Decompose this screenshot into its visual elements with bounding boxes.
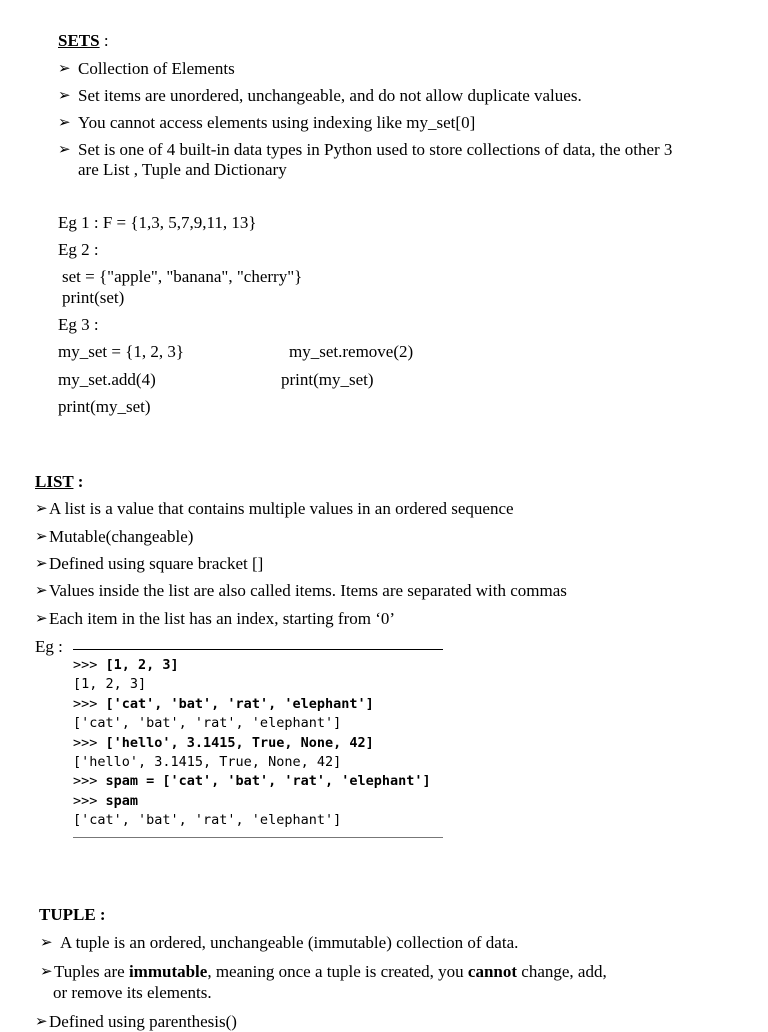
code-input-line [73,695,374,714]
code-input: ['cat', 'bat', 'rat', 'elephant'] [105,695,374,712]
code-input-line [73,772,431,791]
sets-heading-text: SETS [58,31,100,50]
code-input-line [73,792,138,811]
arrow-bullet-icon: ➢ [35,583,48,599]
tuple-bullet-2-continuation: or remove its elements. [53,983,212,1002]
list-bullet-text: Values inside the list are also called items. Items are separated with commas [49,581,567,600]
sets-example-1: Eg 1 : F = {1,3, 5,7,9,11, 13} [58,213,257,232]
sets-bullet-4-continuation: are List , Tuple and Dictionary [78,160,287,179]
code-output-line: ['cat', 'bat', 'rat', 'elephant'] [73,812,342,829]
sets-bullet-text: Collection of Elements [78,59,235,78]
list-heading [35,472,83,492]
arrow-bullet-icon: ➢ [58,88,71,104]
sets-heading [58,31,109,51]
code-top-rule [73,649,443,650]
code-input: spam = ['cat', 'bat', 'rat', 'elephant'] [105,773,431,790]
list-bullet-text: Mutable(changeable) [49,527,194,546]
sets-example-3-left-2: my_set.add(4) [58,370,156,389]
code-bottom-rule [73,837,443,838]
arrow-bullet-icon: ➢ [40,935,53,951]
sets-example-3-right-2: print(my_set) [281,370,374,389]
list-example-label: Eg : [35,637,63,656]
arrow-bullet-icon: ➢ [35,1014,48,1030]
sets-example-2-line-1: set = {"apple", "banana", "cherry"} [62,267,303,286]
sets-example-2-line-2: print(set) [62,288,125,307]
sets-example-3-right-1: my_set.remove(2) [289,342,414,361]
list-bullet-text: Each item in the list has an index, starting from ‘0’ [49,609,396,628]
code-prompt: >>> [73,792,106,809]
sets-bullet-text: You cannot access elements using indexing like my_set[0] [78,113,476,132]
tuple-bullet-text: Defined using parenthesis() [49,1012,237,1031]
tuple-heading: TUPLE : [39,905,106,924]
code-output-line: ['cat', 'bat', 'rat', 'elephant'] [73,715,342,732]
sets-heading-colon: : [99,31,109,50]
arrow-bullet-icon: ➢ [58,115,71,131]
sets-example-3-left-3: print(my_set) [58,397,151,416]
arrow-bullet-icon: ➢ [35,611,48,627]
code-input: [1, 2, 3] [105,657,179,673]
code-input-line [73,656,179,675]
arrow-bullet-icon: ➢ [35,556,48,572]
code-prompt: >>> [73,734,106,751]
tuple-bullet-text: A tuple is an ordered, unchangeable (immutable) collection of data. [60,933,519,952]
arrow-bullet-icon: ➢ [35,501,48,517]
code-prompt: >>> [73,773,106,790]
code-prompt: >>> [73,657,106,673]
code-input: spam [105,792,139,809]
sets-bullet-text: Set items are unordered, unchangeable, and do not allow duplicate values. [78,86,582,105]
tuple-immutable-bold: immutable [128,962,208,981]
list-heading-text: LIST [35,472,74,491]
code-output-line: [1, 2, 3] [73,676,147,693]
code-input: ['hello', 3.1415, True, None, 42] [105,734,374,751]
code-prompt: >>> [73,695,106,712]
arrow-bullet-icon: ➢ [40,964,53,980]
list-bullet-text: Defined using square bracket [] [49,554,264,573]
tuple-bullet-2-part-e: change, add, [517,962,607,981]
arrow-bullet-icon: ➢ [58,142,71,158]
list-heading-colon: : [73,472,84,491]
code-output-line: ['hello', 3.1415, True, None, 42] [73,754,342,770]
list-bullet-text: A list is a value that contains multiple values in an ordered sequence [49,499,514,518]
tuple-bullet-2-part-a: Tuples are [54,962,129,981]
tuple-bullet-2-part-c: , meaning once a tuple is created, you [207,962,468,981]
sets-bullet-text: Set is one of 4 built-in data types in Python used to store collections of data, the other 3 [78,140,673,159]
arrow-bullet-icon: ➢ [58,61,71,77]
sets-example-3-left-1: my_set = {1, 2, 3} [58,342,185,361]
tuple-cannot-bold: cannot [467,962,518,981]
tuple-bullet-text [54,962,607,982]
code-input-line [73,734,374,753]
arrow-bullet-icon: ➢ [35,529,48,545]
sets-example-3-label: Eg 3 : [58,315,99,334]
sets-example-2-label: Eg 2 : [58,240,99,259]
